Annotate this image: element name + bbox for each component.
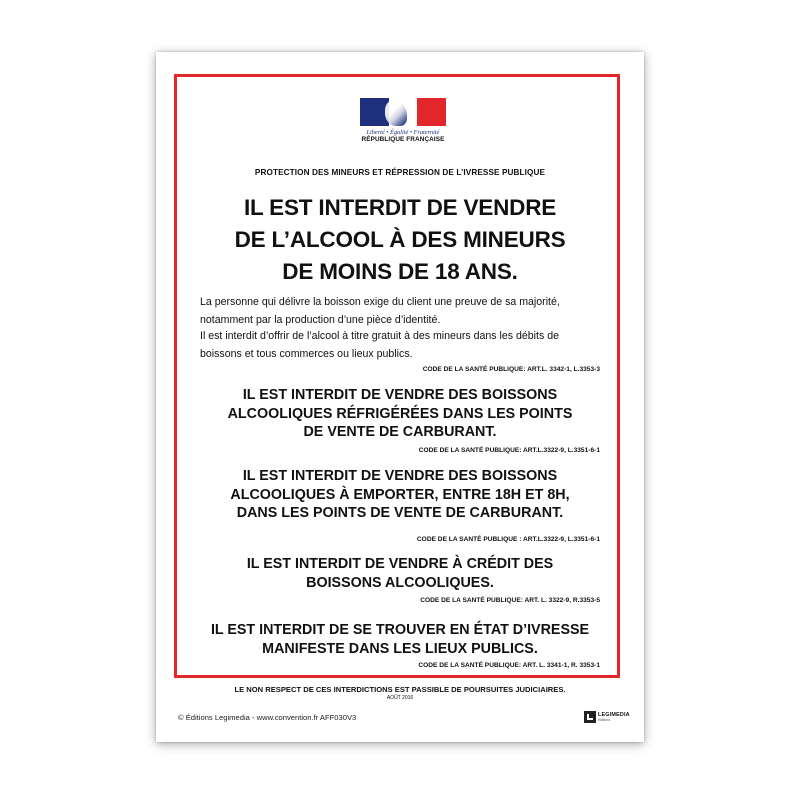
poster-subtitle: PROTECTION DES MINEURS ET RÉPRESSION DE L’IVRESSE PUBLIQUE (254, 168, 546, 177)
legimedia-logo-icon (584, 711, 596, 723)
section-line: MANIFESTE DANS LES LIEUX PUBLICS. (262, 640, 538, 657)
publisher-name: LEGIMEDIA (598, 712, 630, 718)
publisher-logo (584, 711, 630, 723)
main-heading-line: DE L’ALCOOL À DES MINEURS (234, 227, 566, 252)
legal-code-reference: CODE DE LA SANTÉ PUBLIQUE: ART. L. 3322-9, R.3353-5 (420, 597, 600, 604)
section-line: BOISSONS ALCOOLIQUES. (306, 574, 494, 591)
section-line: ALCOOLIQUES RÉFRIGÉRÉES DANS LES POINTS (227, 405, 573, 422)
paragraph-id-proof: La personne qui délivre la boisson exige du client une preuve de sa majorité, notamment par la production d’une pièce d’identité. (200, 296, 560, 326)
publisher-subtitle: éditions (598, 718, 611, 722)
section-line: DE VENTE DE CARBURANT. (303, 424, 497, 440)
penalty-notice: LE NON RESPECT DE CES INTERDICTIONS EST PASSIBLE DE POURSUITES JUDICIAIRES. (234, 685, 566, 694)
section-line: IL EST INTERDIT DE VENDRE DES BOISSONS (242, 387, 558, 403)
legal-code-reference: CODE DE LA SANTÉ PUBLIQUE: ART.L. 3342-1, L.3353-3 (422, 366, 600, 373)
section-line: ALCOOLIQUES À EMPORTER, ENTRE 18H ET 8H, (230, 486, 570, 503)
edition-date: AOÛT 2016 (386, 695, 414, 701)
section-line: IL EST INTERDIT DE SE TROUVER EN ÉTAT D’IVRESSE (210, 622, 590, 638)
section-takeaway-hours (176, 467, 624, 523)
copyright-line: © Éditions Legimedia - www.convention.fr AFF030V3 (178, 713, 357, 722)
main-heading-line: DE MOINS DE 18 ANS. (282, 259, 518, 284)
republique-francaise-logo (360, 98, 446, 152)
section-credit-sale (176, 555, 624, 592)
logo-motto: Liberté • Égalité • Fraternité (366, 129, 440, 136)
legal-code-reference: CODE DE LA SANTÉ PUBLIQUE: ART.L.3322-9, L.3351-6-1 (418, 447, 600, 454)
section-line: IL EST INTERDIT DE VENDRE DES BOISSONS (242, 468, 558, 484)
logo-republic-name: RÉPUBLIQUE FRANÇAISE (361, 136, 445, 143)
marianne-icon (385, 100, 407, 126)
tricolor-flag-icon (360, 98, 446, 126)
paragraph-free-alcohol: Il est interdit d’offrir de l’alcool à titre gratuit à des mineurs dans les débits de boissons et tous commerces ou lieux publics. (200, 330, 559, 360)
section-line: DANS LES POINTS DE VENTE DE CARBURANT. (236, 505, 564, 521)
main-heading (176, 192, 624, 288)
section-line: IL EST INTERDIT DE VENDRE À CRÉDIT DES (246, 556, 554, 572)
section-refrigerated-fuel (176, 386, 624, 442)
legal-code-reference: CODE DE LA SANTÉ PUBLIQUE : ART.L.3322-9, L.3351-6-1 (416, 536, 600, 543)
legal-code-reference: CODE DE LA SANTÉ PUBLIQUE: ART. L. 3341-1, R. 3353-1 (418, 662, 600, 669)
poster-sheet (156, 52, 644, 742)
main-heading-line: IL EST INTERDIT DE VENDRE (243, 195, 557, 220)
section-public-drunkenness (176, 621, 624, 658)
